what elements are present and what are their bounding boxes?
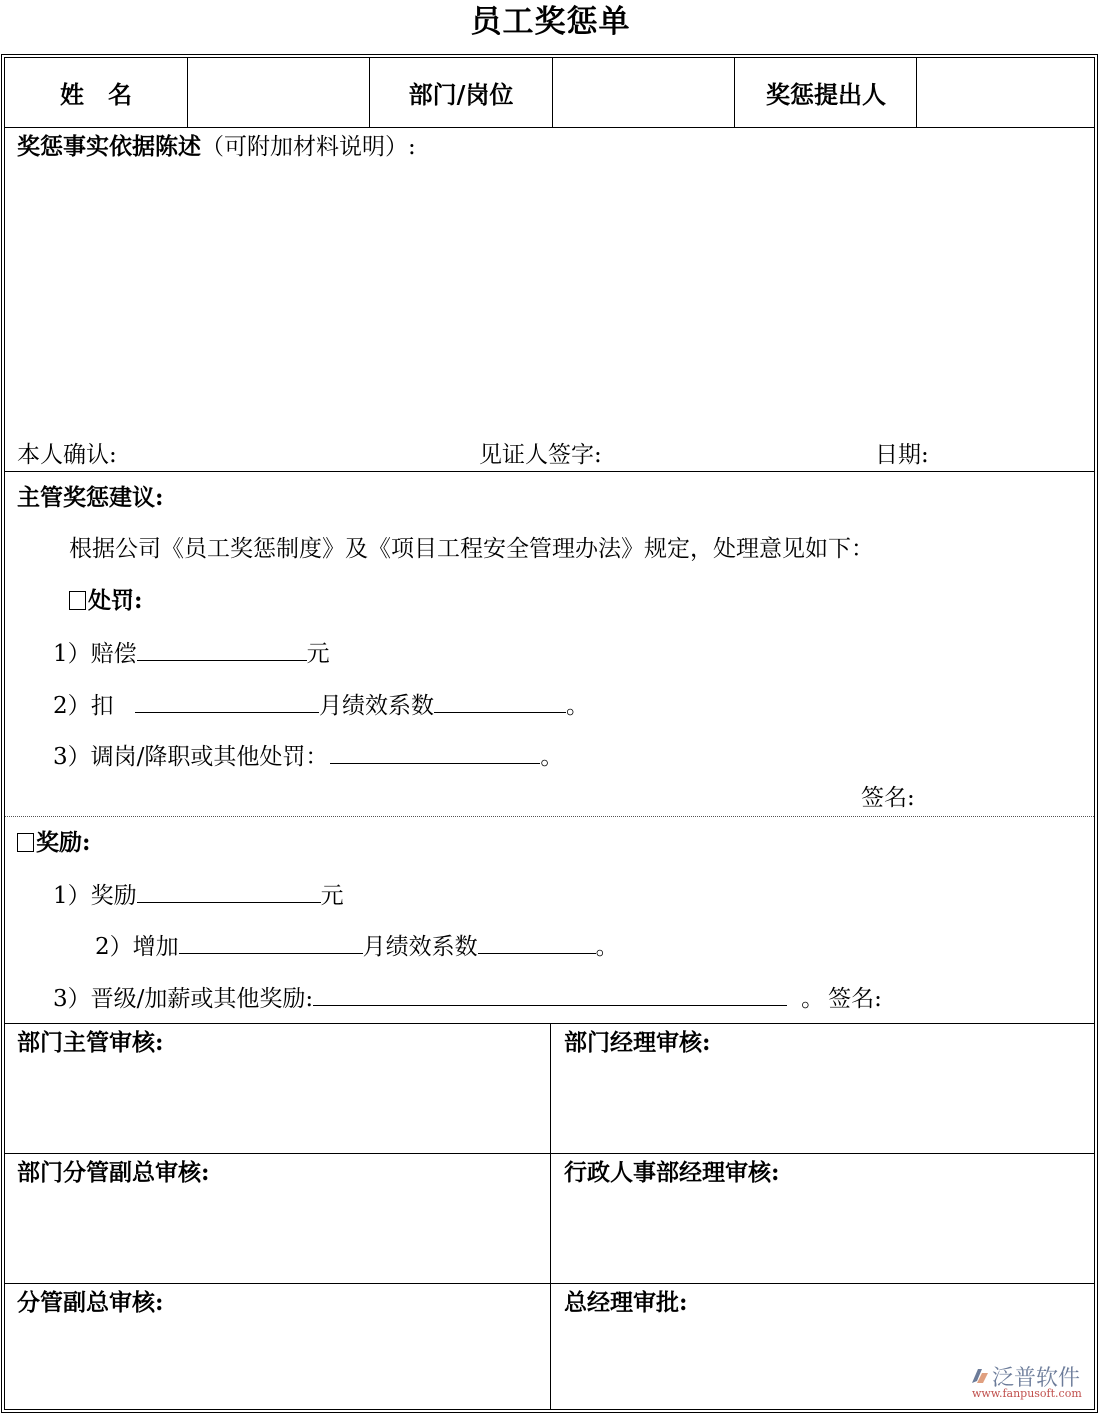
increase-month-field[interactable]: [179, 931, 363, 954]
period: 。: [565, 693, 589, 719]
approval-hr-manager[interactable]: [552, 1154, 1092, 1283]
yuan-unit: 元: [320, 883, 344, 909]
watermark-name: 泛普软件: [992, 1366, 1081, 1391]
deduct-coefficient-field[interactable]: [434, 690, 566, 713]
form-table: [4, 57, 1095, 1410]
proposer-field[interactable]: [918, 58, 1094, 127]
approval-label: 总经理审批:: [564, 1289, 688, 1316]
performance-coefficient-label: 月绩效系数: [362, 934, 478, 960]
yuan-unit: 元: [306, 641, 330, 667]
deduct-label: 2）扣: [53, 693, 121, 719]
divider: [552, 58, 553, 127]
facts-content-area[interactable]: [15, 166, 1085, 436]
divider: [5, 471, 1094, 472]
punishment-item-compensation: [53, 638, 330, 669]
proposer-label: 奖惩提出人: [766, 80, 886, 109]
reward-item-other: [53, 983, 882, 1014]
date-label: 日期:: [875, 442, 929, 468]
punishment-checkbox[interactable]: [69, 591, 86, 610]
fanpu-watermark: [968, 1361, 1088, 1405]
other-punishment-label: 3）调岗/降职或其他处罚：: [53, 744, 329, 770]
compensation-label: 1）赔偿: [53, 641, 137, 667]
self-confirm-label: 本人确认:: [17, 442, 117, 468]
regulation-basis-text: 根据公司《员工奖惩制度》及《项目工程安全管理办法》规定，处理意见如下：: [69, 536, 874, 562]
approval-label: 分管副总审核:: [17, 1289, 164, 1316]
witness-sign-label: 见证人签字:: [479, 442, 602, 468]
increase-label: 2）增加: [95, 934, 179, 960]
period: 。: [540, 744, 564, 770]
dept-position-label: 部门/岗位: [408, 80, 514, 109]
performance-coefficient-label: 月绩效系数: [318, 693, 434, 719]
approval-dept-vp[interactable]: [5, 1154, 550, 1283]
approval-label: 部门分管副总审核:: [17, 1159, 210, 1186]
reward-option[interactable]: [17, 828, 91, 858]
punishment-item-other: [53, 741, 563, 772]
other-punishment-field[interactable]: [330, 741, 540, 764]
other-reward-field[interactable]: [313, 983, 787, 1006]
form-outer-frame: [1, 54, 1098, 1413]
punishment-label: 处罚:: [88, 587, 143, 614]
name-label: 姓 名: [60, 80, 132, 109]
approval-label: 部门经理审核:: [564, 1029, 711, 1056]
compensation-amount-field[interactable]: [137, 638, 307, 661]
punishment-sign-label: 签名:: [861, 785, 915, 811]
bonus-label: 1）奖励: [53, 883, 137, 909]
facts-label-note: （可附加材料说明）:: [201, 134, 416, 160]
dept-position-field[interactable]: [554, 58, 734, 127]
period: 。: [595, 934, 619, 960]
watermark-url: www.fanpusoft.com: [972, 1387, 1082, 1400]
reward-checkbox[interactable]: [17, 833, 34, 852]
name-field[interactable]: [189, 58, 369, 127]
reward-item-increase: [95, 931, 619, 962]
increase-coefficient-field[interactable]: [478, 931, 596, 954]
approval-label: 行政人事部经理审核:: [564, 1159, 780, 1186]
other-reward-label: 3）晋级/加薪或其他奖励:: [53, 986, 314, 1012]
bonus-amount-field[interactable]: [137, 880, 321, 903]
punishment-item-deduct: [53, 690, 589, 721]
facts-label: [17, 132, 416, 162]
punishment-option[interactable]: [69, 586, 143, 616]
approval-vp[interactable]: [5, 1284, 550, 1409]
divider: [916, 58, 917, 127]
reward-label: 奖励:: [36, 829, 91, 856]
reward-sign-label: 签名:: [828, 986, 882, 1012]
approval-label: 部门主管审核:: [17, 1029, 164, 1056]
divider: [5, 127, 1094, 128]
fanpu-logo-icon: [968, 1365, 990, 1387]
divider: [550, 1023, 551, 1409]
supervisor-suggestion-label: 主管奖惩建议:: [17, 484, 164, 511]
approval-dept-supervisor[interactable]: [5, 1024, 550, 1153]
approval-dept-manager[interactable]: [552, 1024, 1092, 1153]
period: 。: [801, 986, 825, 1012]
form-title: 员工奖惩单: [470, 4, 631, 40]
facts-label-main: 奖惩事实依据陈述: [17, 133, 201, 160]
dotted-divider: [5, 816, 1094, 817]
reward-item-bonus: [53, 880, 344, 911]
deduct-month-field[interactable]: [135, 690, 319, 713]
divider: [187, 58, 188, 127]
